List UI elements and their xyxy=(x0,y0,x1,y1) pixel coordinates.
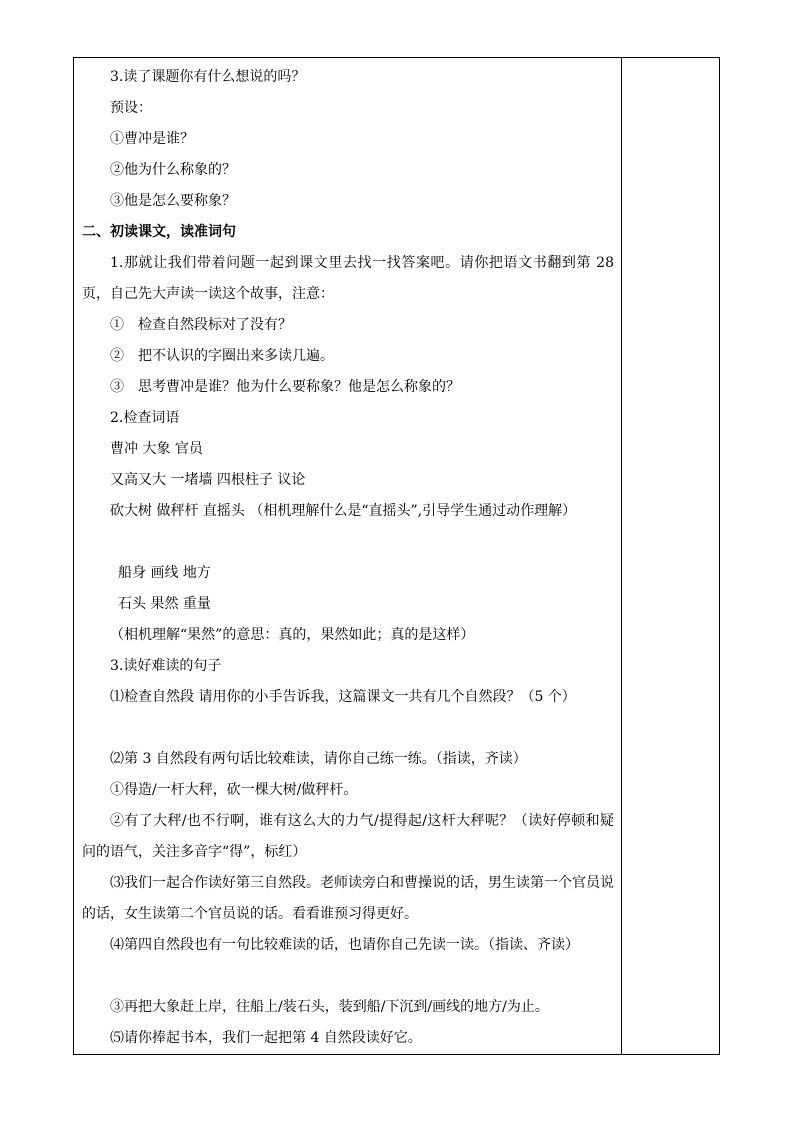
words-line-5: 石头 果然 重量 xyxy=(118,596,211,612)
step-2-heading: 2.检查词语 xyxy=(110,410,180,426)
step-3-heading: 3.读好难读的句子 xyxy=(110,658,222,674)
sentence-3: ③再把大象赶上岸，往船上/装石头，装到船/下沉到/画线的地方/为止。 xyxy=(110,999,549,1015)
step-1-item-a: ① 检查自然段标对了没有？ xyxy=(110,317,292,333)
preset-item-1: ①曹冲是谁？ xyxy=(110,131,194,147)
lesson-table xyxy=(73,57,720,1055)
words-note: （相机理解“果然”的意思：真的，果然如此；真的是这样） xyxy=(110,627,475,643)
words-line-4: 船身 画线 地方 xyxy=(118,565,211,581)
section-2-heading: 二、初读课文，读准词句 xyxy=(82,224,236,240)
question-3: 3.读了课题你有什么想说的吗？ xyxy=(110,69,306,85)
preset-item-2: ②他为什么称象的？ xyxy=(110,162,236,178)
reading-item-5: ⑸请你捧起书本，我们一起把第 4 自然段读好它。 xyxy=(110,1030,422,1046)
words-line-1: 曹冲 大象 官员 xyxy=(110,441,203,457)
reading-item-3: ⑶我们一起合作读好第三自然段。老师读旁白和曹操说的话，男生读第一个官员说的话，女生读第二个官员说的话。看看谁预习得更好。 xyxy=(82,875,614,922)
words-line-3: 砍大树 做秤杆 直摇头 （相机理解什么是“直摇头”,引导学生通过动作理解） xyxy=(110,503,577,519)
reading-item-4: ⑷第四自然段也有一句比较难读的话，也请你自己先读一读。（指读、齐读） xyxy=(110,937,579,953)
preset-label: 预设： xyxy=(110,100,152,116)
step-1-item-c: ③ 思考曹冲是谁？他为什么要称象？他是怎么称象的？ xyxy=(110,379,460,395)
reading-item-1: ⑴检查自然段 请用你的小手告诉我，这篇课文一共有几个自然段？（5 个） xyxy=(110,689,576,705)
sentence-1: ①得造/一杆大秤，砍一棵大树/做秤杆。 xyxy=(110,782,358,798)
lesson-content-cell xyxy=(74,58,622,1054)
lesson-content xyxy=(82,62,614,1054)
sentence-2: ②有了大秤/也不行啊，谁有这么大的力气/提得起/这杆大秤呢？（读好停顿和疑问的语气，关注多音字“得”，标红） xyxy=(82,813,614,860)
step-1-item-b: ② 把不认识的字圈出来多读几遍。 xyxy=(110,348,334,364)
words-line-2: 又高又大 一堵墙 四根柱子 议论 xyxy=(110,472,306,488)
notes-cell xyxy=(622,58,719,1054)
step-1-paragraph: 1.那就让我们带着问题一起到课文里去找一找答案吧。请你把语文书翻到第 28 页，自己先大声读一读这个故事，注意： xyxy=(82,255,614,302)
reading-item-2: ⑵第 3 自然段有两句话比较难读，请你自己练一练。（指读，齐读） xyxy=(110,751,527,767)
preset-item-3: ③他是怎么要称象？ xyxy=(110,193,236,209)
